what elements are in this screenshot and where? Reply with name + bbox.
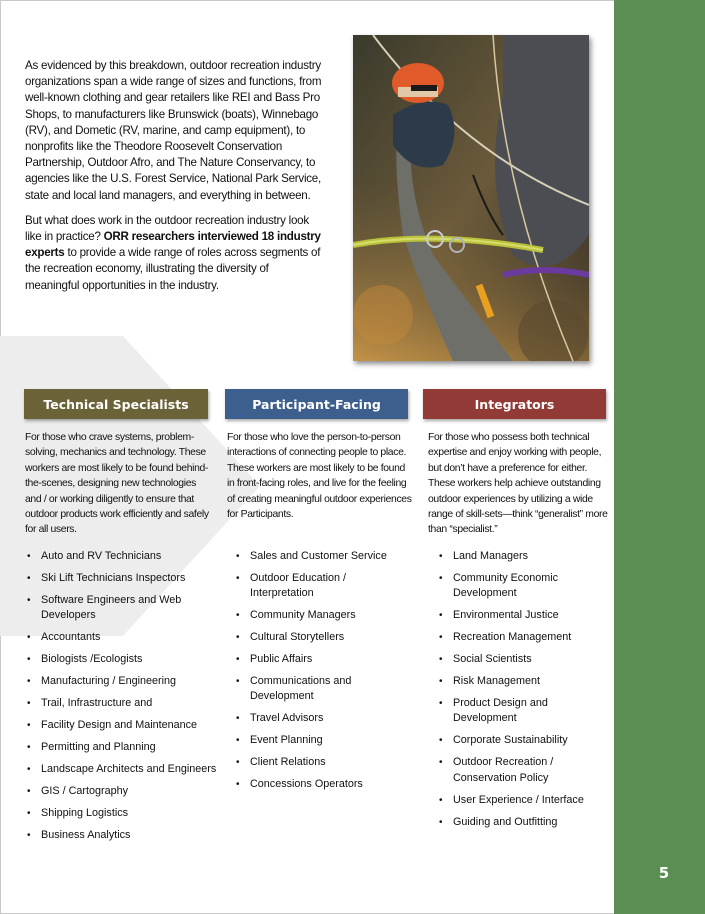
header-technical-specialists: Technical Specialists xyxy=(24,389,208,419)
list-item: • Community Economic Development xyxy=(437,571,609,601)
list-item: • Shipping Logistics xyxy=(25,806,220,821)
climber-photo xyxy=(353,35,589,361)
list-item: • Guiding and Outfitting xyxy=(437,815,609,830)
list-item: • Biologists /Ecologists xyxy=(25,652,220,667)
list-item: • Land Managers xyxy=(437,549,609,564)
list-item: • Product Design and Development xyxy=(437,696,609,726)
list-item: • Auto and RV Technicians xyxy=(25,549,220,564)
header-participant-facing: Participant-Facing xyxy=(225,389,408,419)
list-item: • Ski Lift Technicians Inspectors xyxy=(25,571,220,586)
intro-highlight: ORR researchers interviewed 18 industry experts xyxy=(25,230,321,260)
intro-text xyxy=(25,58,325,303)
list-item: • Recreation Management xyxy=(437,630,609,645)
list-item: • Trail, Infrastructure and xyxy=(25,696,220,711)
list-item: • Event Planning xyxy=(234,733,409,748)
list-integrators xyxy=(437,549,609,837)
list-item: • Risk Management xyxy=(437,674,609,689)
list-item: • Landscape Architects and Engineers xyxy=(25,762,220,777)
list-item: • Concessions Operators xyxy=(234,777,409,792)
list-item: • Cultural Storytellers xyxy=(234,630,409,645)
list-item: • Public Affairs xyxy=(234,652,409,667)
list-item: • Accountants xyxy=(25,630,220,645)
list-item: • GIS / Cartography xyxy=(25,784,220,799)
list-item: • Corporate Sustainability xyxy=(437,733,609,748)
intro-paragraph-2: But what does work in the outdoor recreation industry look like in practice? ORR researchers interviewed 18 industry experts to provide a wide range of roles across segments of the recreation economy, illustrating the diversity of meaningful opportunities in the industry. xyxy=(25,213,321,292)
list-item: • Permitting and Planning xyxy=(25,740,220,755)
intro-paragraph-1: As evidenced by this breakdown, outdoor recreation industry organizations span a wide range of sizes and functions, from well-known clothing and gear retailers like REI and Bass Pro Shops, to manufacturers like Brunswick (boats), Winnebago (RV), and Dometic (RV, marine, and camp equipment), to nonprofits like the Theodore Roosevelt Conservation Partnership, Outdoor Afro, and The Nature Conservancy, to agencies like the U.S. Forest Service, National Park Service, state and local land managers, and everything in between. xyxy=(25,59,322,202)
list-participant xyxy=(234,549,409,799)
sidebar-green-bar xyxy=(614,0,705,914)
list-item: • Business Analytics xyxy=(25,828,220,843)
list-item: • Communications and Development xyxy=(234,674,409,704)
list-item: • Environmental Justice xyxy=(437,608,609,623)
list-item: • Manufacturing / Engineering xyxy=(25,674,220,689)
list-item: • Community Managers xyxy=(234,608,409,623)
description-participant: For those who love the person-to-person interactions of connecting people to place. These workers are most likely to be found in front-facing roles, and live for the feeling of creating meaningful outdoor experiences for Participants. xyxy=(227,432,412,521)
list-technical xyxy=(25,549,220,850)
description-technical: For those who crave systems, problem-solving, mechanics and technology. These workers are most likely to be found behind-the-scenes, designing new technologies and / or working diligently to ensure that outdoor products work efficiently and safely for all users. xyxy=(25,432,209,536)
description-integrators: For those who possess both technical expertise and enjoy working with people, but don’t have a preference for either. These workers help achieve outstanding outdoor experiences by utilizing a wide range of skill-sets—think “generalist” more than “specialist.” xyxy=(428,432,608,536)
list-item: • Travel Advisors xyxy=(234,711,409,726)
list-item: • Software Engineers and Web Developers xyxy=(25,593,220,623)
list-item: • Sales and Customer Service xyxy=(234,549,409,564)
list-item: • Client Relations xyxy=(234,755,409,770)
list-item: • Facility Design and Maintenance xyxy=(25,718,220,733)
list-item: • User Experience / Interface xyxy=(437,793,609,808)
list-item: • Outdoor Recreation / Conservation Policy xyxy=(437,755,609,785)
list-item: • Social Scientists xyxy=(437,652,609,667)
list-item: • Outdoor Education / Interpretation xyxy=(234,571,409,601)
header-integrators: Integrators xyxy=(423,389,606,419)
page-number: 5 xyxy=(658,864,670,882)
